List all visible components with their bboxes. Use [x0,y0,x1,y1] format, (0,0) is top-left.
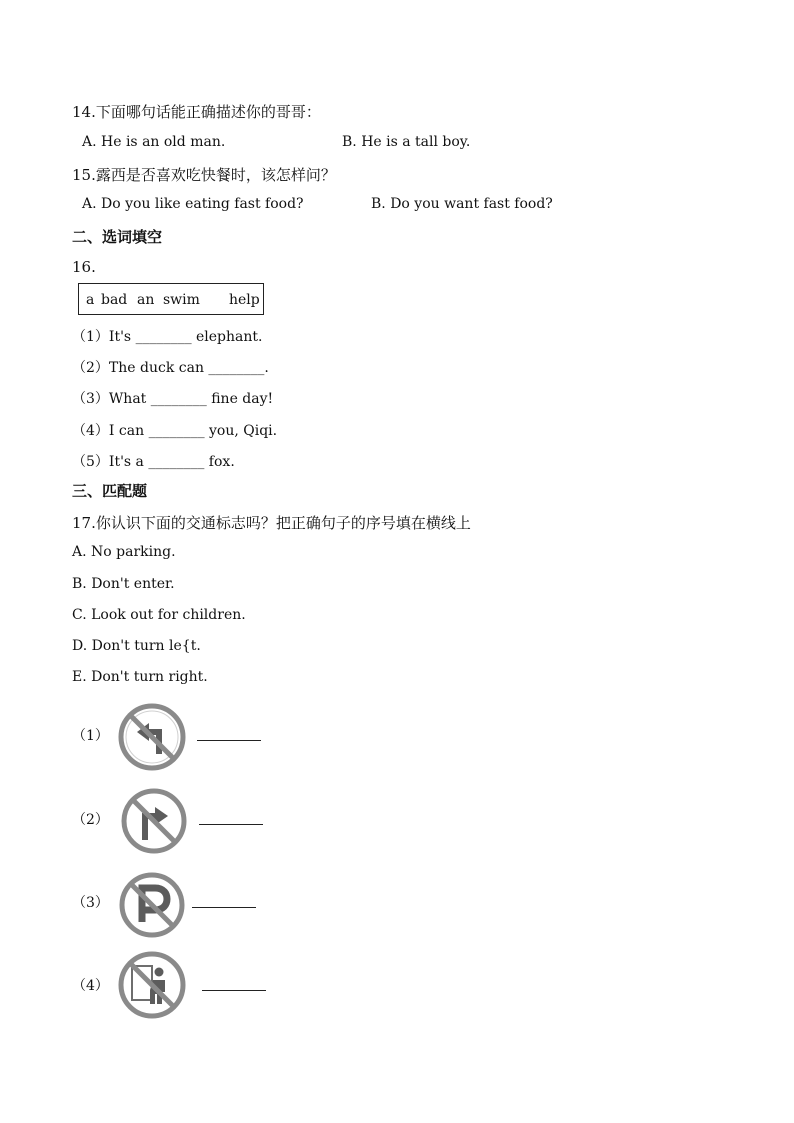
word-bank-box [78,283,264,315]
word-bank-word: swim [163,292,200,308]
q16-item-1 [72,326,262,346]
q16-item-4 [72,420,277,440]
q16-item-5 [72,451,235,471]
section-title-fill-in: 二、选词填空 [72,228,163,246]
answer-blank[interactable]: ________ [150,391,207,407]
q17-stem: 17.你认识下面的交通标志吗？把正确句子的序号填在横线上 [72,514,471,532]
answer-blank[interactable]: ________ [148,454,205,470]
item-text-after: fox. [204,454,235,470]
item-text-before: It's a [108,454,149,470]
answer-blank[interactable]: ________ [208,360,265,376]
item-number: （4） [72,423,109,439]
q17-answer-line-4[interactable] [202,990,266,992]
word-bank-word: bad [101,292,128,308]
q14-option-b: B. He is a tall boy. [342,134,471,150]
no-entry-sign-icon [117,950,187,1020]
word-bank-word: help [229,292,260,308]
q17-option-c: C. Look out for children. [72,607,246,623]
q15-stem: 15.露西是否喜欢吃快餐时，该怎样问？ [72,166,336,184]
answer-blank[interactable]: ________ [135,329,192,345]
q17-item-number-4: （4） [72,978,109,994]
item-text-before: It's [108,329,136,345]
item-text-before: I can [108,423,149,439]
no-right-turn-sign-icon [119,786,189,856]
answer-blank[interactable]: ________ [148,423,205,439]
q16-item-2 [72,357,269,377]
word-bank-word: an [137,292,155,308]
q15-option-a: A. Do you like eating fast food? [82,196,304,212]
q17-item-number-2: （2） [72,812,109,828]
item-text-after: elephant. [191,329,263,345]
no-parking-sign-icon [117,870,187,940]
item-number: （2） [72,360,109,376]
q17-option-d: D. Don't turn le{t. [72,638,201,654]
q17-option-e: E. Don't turn right. [72,669,208,685]
item-text-after: . [264,360,269,376]
q17-item-number-3: （3） [72,895,109,911]
item-number: （1） [72,329,109,345]
word-bank-word: a [86,292,95,308]
item-text-after: fine day! [206,391,274,407]
item-text-before: The duck can [108,360,209,376]
q17-item-number-1: （1） [72,728,109,744]
q17-option-b: B. Don't enter. [72,576,175,592]
item-number: （3） [72,391,109,407]
section-title-matching: 三、匹配题 [72,482,148,500]
q15-option-b: B. Do you want fast food? [371,196,553,212]
q17-answer-line-3[interactable] [192,907,256,909]
item-text-before: What [108,391,151,407]
item-text-after: you, Qiqi. [204,423,278,439]
q16-item-3 [72,388,273,408]
q14-option-a: A. He is an old man. [82,134,226,150]
q17-answer-line-1[interactable] [197,740,261,742]
q17-answer-line-2[interactable] [199,824,263,826]
q17-option-a: A. No parking. [72,544,176,560]
q14-stem: 14.下面哪句话能正确描述你的哥哥： [72,103,321,121]
q16-number: 16. [72,258,96,276]
no-left-turn-sign-icon [117,702,187,772]
item-number: （5） [72,454,109,470]
